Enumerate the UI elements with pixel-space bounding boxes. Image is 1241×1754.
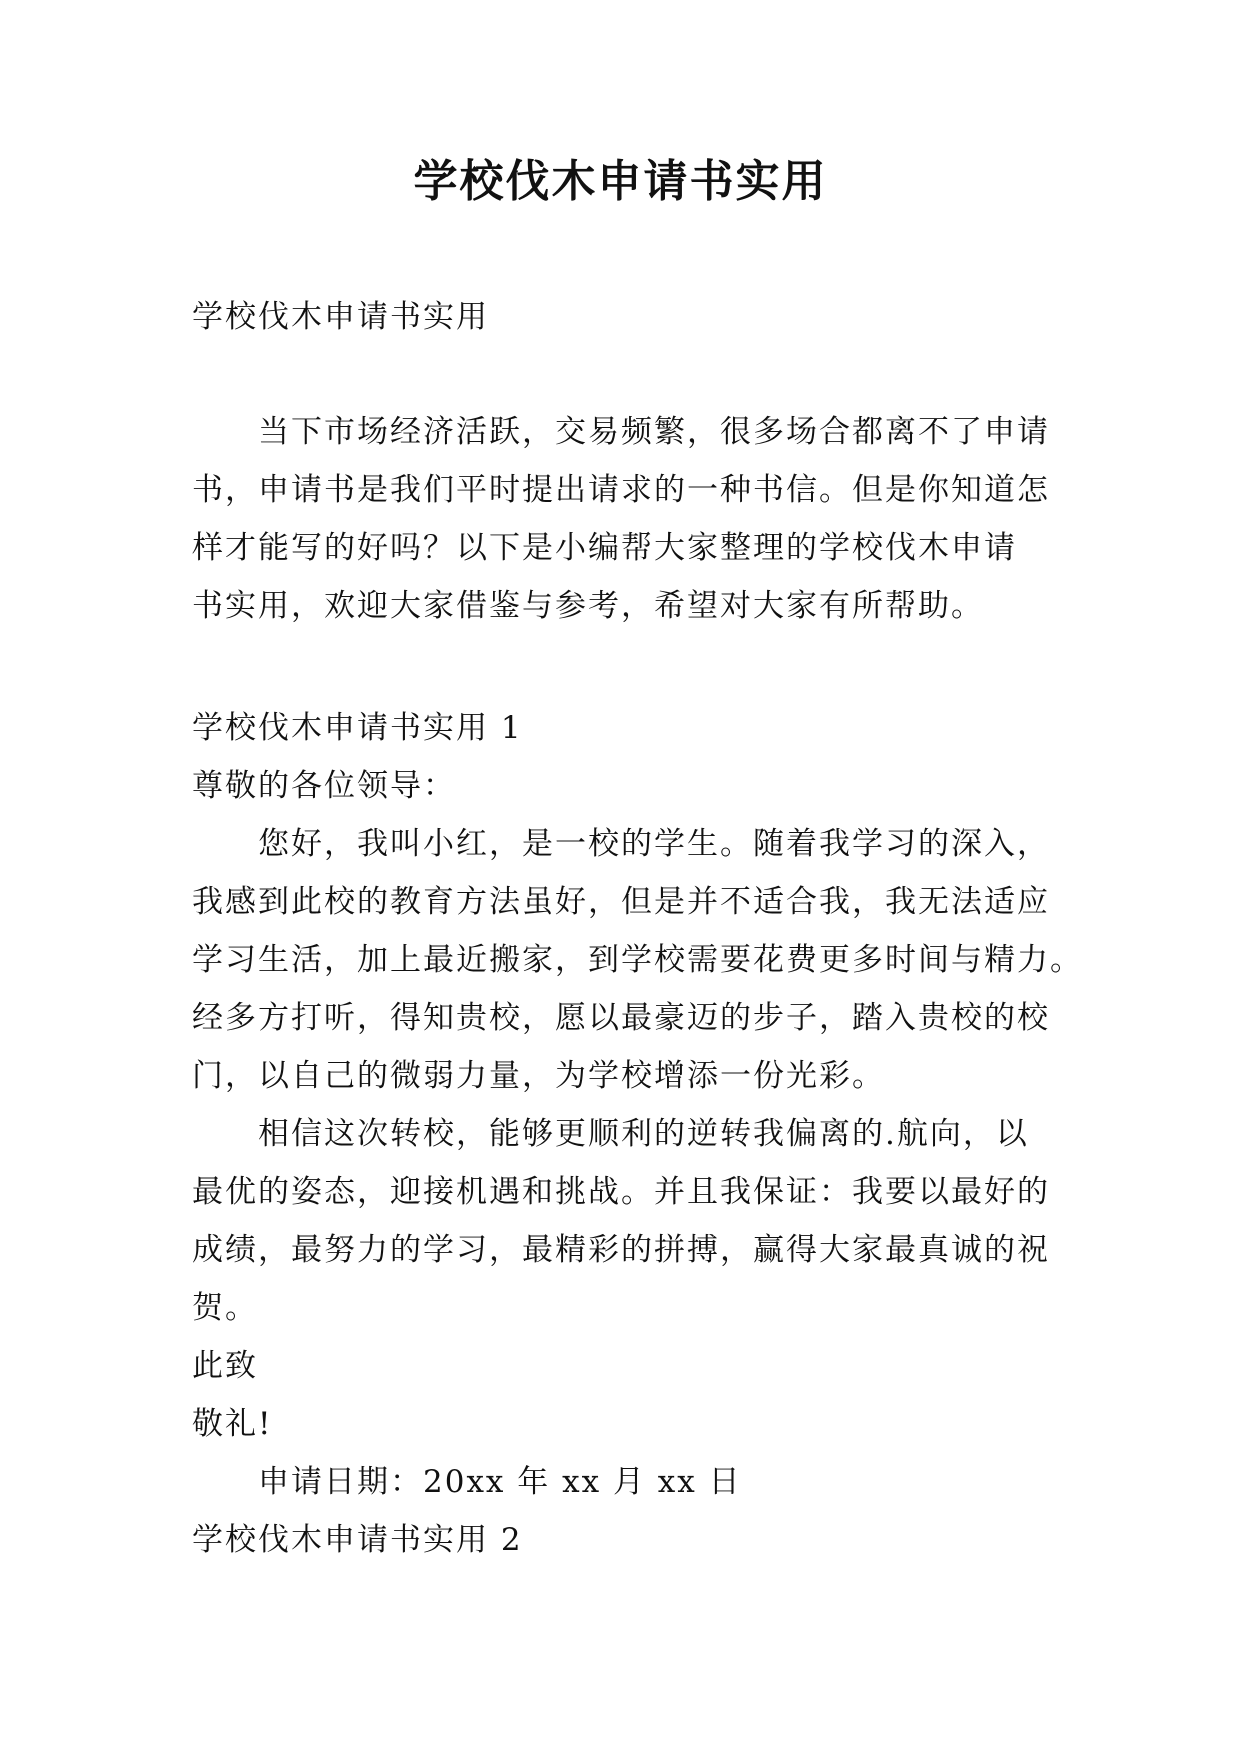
letter-paragraph-2: [192, 1105, 1072, 1337]
letter-closing: 此致: [192, 1348, 258, 1384]
subtitle-text: 学校伐木申请书实用: [192, 299, 489, 335]
letter-heading: 学校伐木申请书实用 1: [192, 710, 523, 746]
paragraph-line: 成绩，最努力的学习，最精彩的拼搏，赢得大家最真诚的祝: [192, 1232, 1050, 1268]
paragraph-line: 最优的姿态，迎接机遇和挑战。并且我保证：我要以最好的: [192, 1174, 1050, 1210]
letter-1: [192, 699, 1083, 1569]
paragraph-line: 您好，我叫小红，是一校的学生。随着我学习的深入，: [258, 826, 1050, 862]
paragraph-line: 贺。: [192, 1290, 258, 1326]
letter-regards: 敬礼!: [192, 1406, 273, 1442]
paragraph-line: 书实用，欢迎大家借鉴与参考，希望对大家有所帮助。: [192, 588, 984, 624]
paragraph-line: 相信这次转校，能够更顺利的逆转我偏离的.航向，以: [258, 1116, 1029, 1152]
paragraph-line: 书，申请书是我们平时提出请求的一种书信。但是你知道怎: [192, 472, 1050, 508]
paragraph-line: 门，以自己的微弱力量，为学校增添一份光彩。: [192, 1058, 885, 1094]
paragraph-line: 当下市场经济活跃，交易频繁，很多场合都离不了申请: [258, 414, 1050, 450]
application-date: 申请日期：20xx 年 xx 月 xx 日: [258, 1464, 742, 1500]
paragraph-line: 经多方打听，得知贵校，愿以最豪迈的步子，踏入贵校的校: [192, 1000, 1050, 1036]
document-subtitle: [192, 288, 1072, 346]
paragraph-line: 样才能写的好吗？以下是小编帮大家整理的学校伐木申请: [192, 530, 1017, 566]
paragraph-line: 我感到此校的教育方法虽好，但是并不适合我，我无法适应: [192, 884, 1050, 920]
letter-paragraph-1: [192, 815, 1083, 1105]
intro-paragraph: [192, 403, 1072, 635]
letter-2-heading: 学校伐木申请书实用 2: [192, 1522, 523, 1558]
paragraph-line: 学习生活，加上最近搬家，到学校需要花费更多时间与精力。: [192, 942, 1083, 978]
document-title: 学校伐木申请书实用: [413, 156, 828, 207]
letter-salutation: 尊敬的各位领导：: [192, 768, 456, 804]
